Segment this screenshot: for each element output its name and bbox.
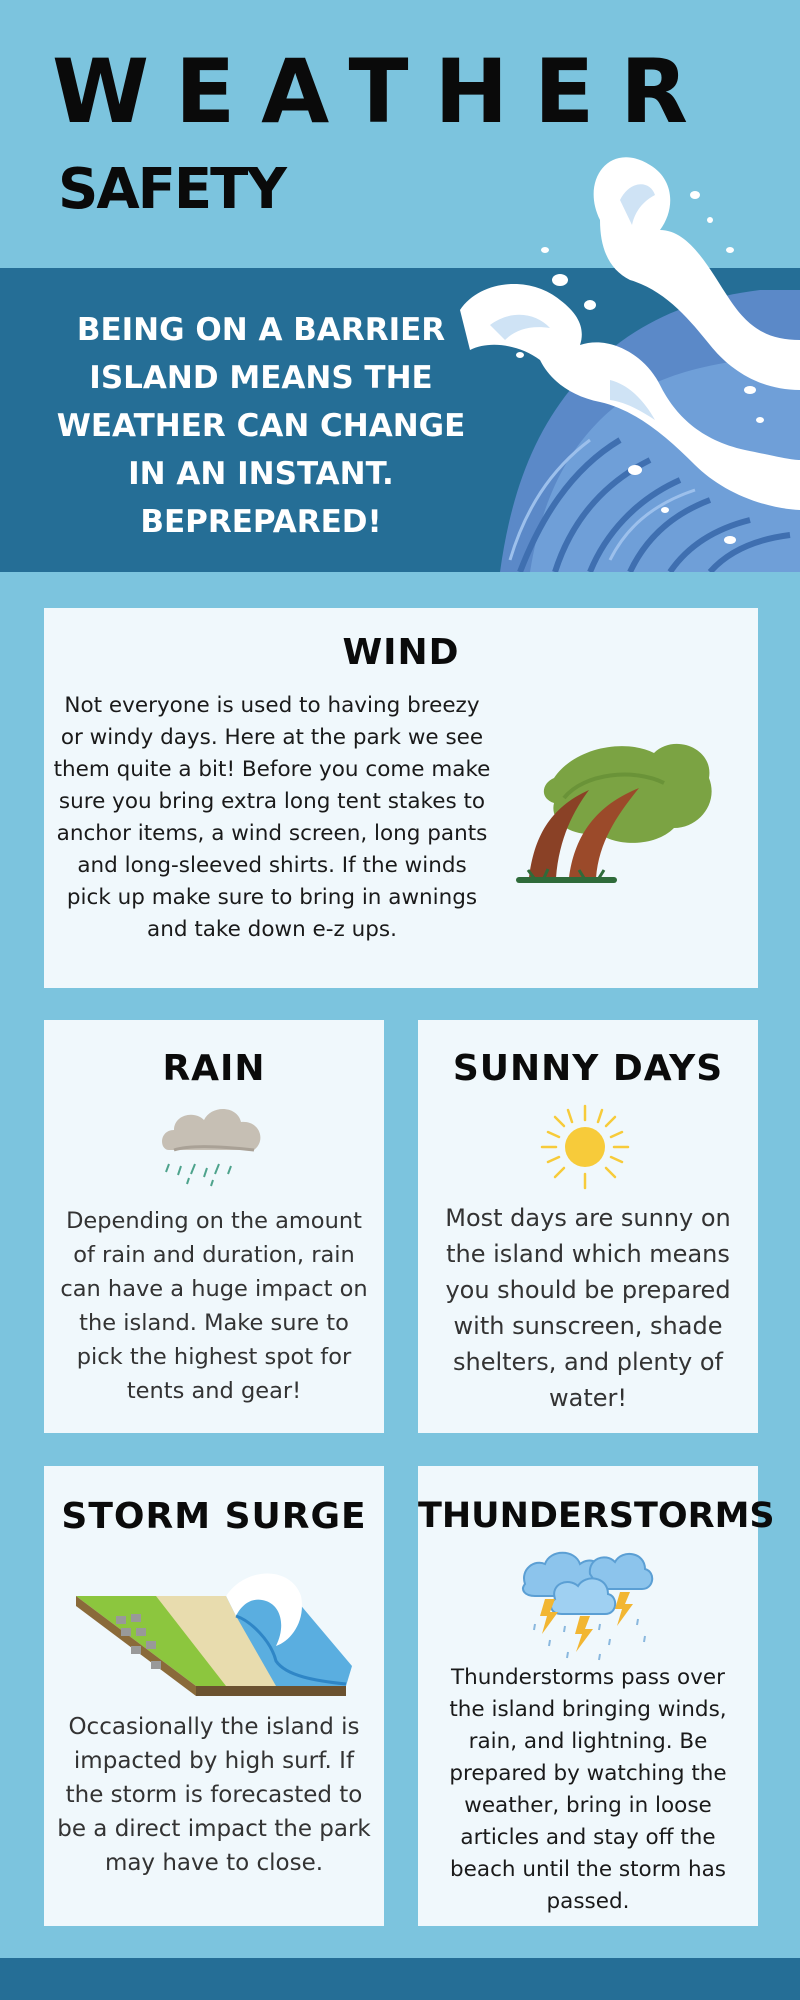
storm-surge-heading: STORM SURGE xyxy=(61,1496,367,1537)
wind-card xyxy=(44,608,758,988)
thunderstorm-icon xyxy=(520,1544,656,1664)
tagline: BEING ON A BARRIER ISLAND MEANS THE WEATHER CAN CHANGE IN AN INSTANT. BEPREPARED! xyxy=(56,312,466,540)
thunderstorms-heading: THUNDERSTORMS xyxy=(418,1496,775,1536)
windblown-tree-icon xyxy=(514,728,714,888)
thunderstorms-card xyxy=(418,1466,775,1926)
storm-surge-icon xyxy=(76,1566,352,1706)
sun-icon xyxy=(530,1102,640,1192)
rain-cloud-icon xyxy=(159,1100,269,1190)
storm-surge-text: Occasionally the island is impacted by high surf. If the storm is forecasted to be a direct impact the park may have to close. xyxy=(57,1714,371,1876)
footer-bar xyxy=(0,1958,800,2000)
sunny-text: Most days are sunny on the island which means you should be prepared with sunscreen, shade shelters, and plenty of water! xyxy=(445,1204,731,1412)
storm-surge-card xyxy=(44,1466,384,1926)
rain-text: Depending on the amount of rain and duration, rain can have a huge impact on the island. Make sure to pick the highest spot for tents and gear! xyxy=(60,1208,368,1404)
thunderstorms-text: Thunderstorms pass over the island bringing winds, rain, and lightning. Be prepared by watching the weather, bring in loose articles and stay off the beach until the storm has passed. xyxy=(449,1665,727,1914)
sunny-heading: SUNNY DAYS xyxy=(452,1048,724,1089)
title-safety: SAFETY xyxy=(58,157,285,222)
sunny-card xyxy=(418,1020,758,1433)
wind-text: Not everyone is used to having breezy or windy days. Here at the park we see them quite a bit! Before you come make sure you bring extra long tent stakes to anchor items, a wind screen, long pants and long-sleeved shirts. If the winds pick up make sure to bring in awnings and take down e-z ups. xyxy=(53,693,491,942)
rain-heading: RAIN xyxy=(162,1048,266,1089)
title-weather: WEATHER xyxy=(52,40,715,143)
wind-heading: WIND xyxy=(342,632,460,673)
rain-card xyxy=(44,1020,384,1433)
wave-illustration xyxy=(460,140,800,572)
